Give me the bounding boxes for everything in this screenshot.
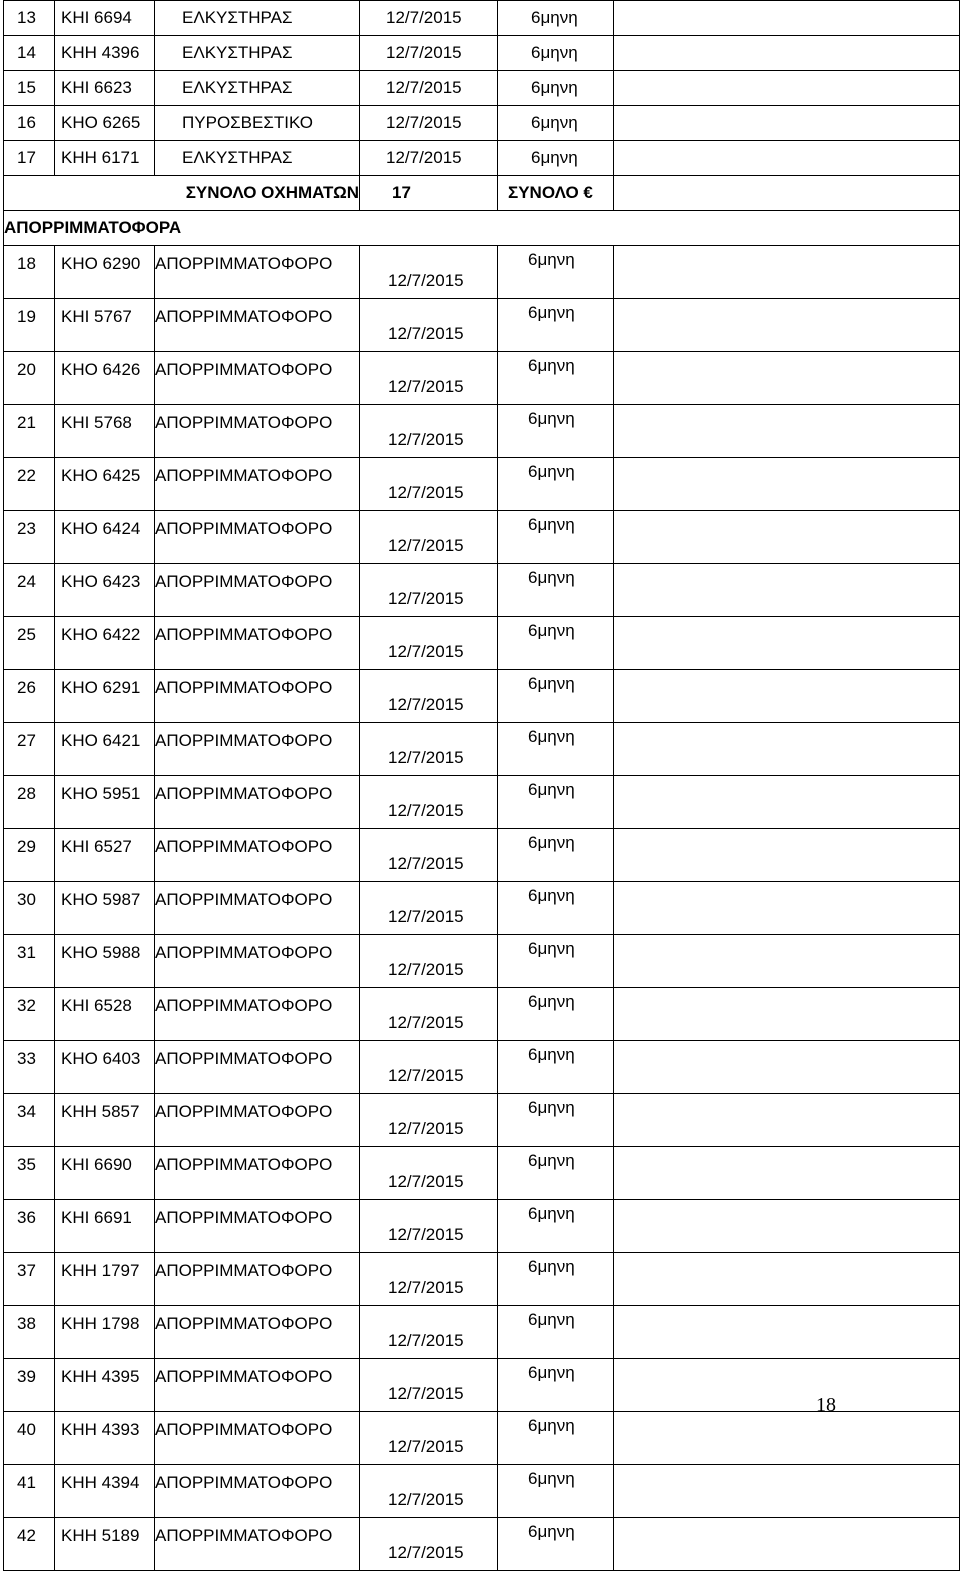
vehicle-type: ΕΛΚΥΣΤΗΡΑΣ — [155, 141, 360, 176]
empty-cell — [614, 829, 960, 882]
date-cell: 12/7/2015 — [360, 776, 498, 829]
empty-cell — [614, 1306, 960, 1359]
duration-cell: 6μηνη — [498, 1147, 614, 1200]
vehicle-type: ΑΠΟΡΡΙΜΜΑΤΟΦΟΡΟ — [155, 617, 360, 670]
duration-cell: 6μηνη — [498, 36, 614, 71]
vehicle-type: ΑΠΟΡΡΙΜΜΑΤΟΦΟΡΟ — [155, 1465, 360, 1518]
duration-cell: 6μηνη — [498, 1, 614, 36]
vehicle-type: ΑΠΟΡΡΙΜΜΑΤΟΦΟΡΟ — [155, 246, 360, 299]
plate-number: ΚΗΗ 4395 — [55, 1359, 155, 1412]
duration-cell: 6μηνη — [498, 1412, 614, 1465]
row-number: 35 — [4, 1147, 55, 1200]
section-header-row — [4, 211, 960, 246]
row-number: 30 — [4, 882, 55, 935]
empty-cell — [614, 564, 960, 617]
row-number: 22 — [4, 458, 55, 511]
plate-number: ΚΗΟ 6265 — [55, 106, 155, 141]
date-cell: 12/7/2015 — [360, 106, 498, 141]
date-cell: 12/7/2015 — [360, 1, 498, 36]
duration-cell: 6μηνη — [498, 935, 614, 988]
row-number: 25 — [4, 617, 55, 670]
empty-cell — [614, 617, 960, 670]
table-row — [4, 106, 960, 141]
date-cell: 12/7/2015 — [360, 1041, 498, 1094]
date-cell: 12/7/2015 — [360, 670, 498, 723]
vehicle-type: ΑΠΟΡΡΙΜΜΑΤΟΦΟΡΟ — [155, 405, 360, 458]
table-row — [4, 1094, 960, 1147]
vehicle-type: ΑΠΟΡΡΙΜΜΑΤΟΦΟΡΟ — [155, 935, 360, 988]
empty-cell — [614, 1, 960, 36]
vehicle-type: ΑΠΟΡΡΙΜΜΑΤΟΦΟΡΟ — [155, 776, 360, 829]
empty-cell — [614, 1359, 960, 1412]
empty-cell — [614, 141, 960, 176]
duration-cell: 6μηνη — [498, 1094, 614, 1147]
row-number: 16 — [4, 106, 55, 141]
duration-cell: 6μηνη — [498, 71, 614, 106]
duration-cell: 6μηνη — [498, 511, 614, 564]
table-row — [4, 1041, 960, 1094]
vehicle-type: ΑΠΟΡΡΙΜΜΑΤΟΦΟΡΟ — [155, 1412, 360, 1465]
vehicle-type: ΕΛΚΥΣΤΗΡΑΣ — [155, 36, 360, 71]
table-row — [4, 670, 960, 723]
table-row — [4, 1465, 960, 1518]
empty-cell — [614, 1465, 960, 1518]
row-number: 41 — [4, 1465, 55, 1518]
duration-cell: 6μηνη — [498, 246, 614, 299]
row-number: 18 — [4, 246, 55, 299]
plate-number: ΚΗΟ 6426 — [55, 352, 155, 405]
empty-cell — [614, 36, 960, 71]
total-vehicles-label: ΣΥΝΟΛΟ ΟΧΗΜΑΤΩΝ — [4, 176, 360, 211]
vehicle-type: ΑΠΟΡΡΙΜΜΑΤΟΦΟΡΟ — [155, 882, 360, 935]
table-row — [4, 246, 960, 299]
date-cell: 12/7/2015 — [360, 1200, 498, 1253]
plate-number: ΚΗΙ 6691 — [55, 1200, 155, 1253]
duration-cell: 6μηνη — [498, 723, 614, 776]
date-cell: 12/7/2015 — [360, 1359, 498, 1412]
plate-number: ΚΗΟ 5951 — [55, 776, 155, 829]
table-row — [4, 71, 960, 106]
plate-number: ΚΗΗ 4396 — [55, 36, 155, 71]
plate-number: ΚΗΗ 1798 — [55, 1306, 155, 1359]
empty-cell — [614, 988, 960, 1041]
total-row — [4, 176, 960, 211]
plate-number: ΚΗΙ 5767 — [55, 299, 155, 352]
duration-cell: 6μηνη — [498, 352, 614, 405]
vehicle-type: ΑΠΟΡΡΙΜΜΑΤΟΦΟΡΟ — [155, 458, 360, 511]
duration-cell: 6μηνη — [498, 1359, 614, 1412]
date-cell: 12/7/2015 — [360, 1518, 498, 1571]
empty-cell — [614, 776, 960, 829]
empty-cell — [614, 1041, 960, 1094]
date-cell: 12/7/2015 — [360, 1465, 498, 1518]
table-row — [4, 935, 960, 988]
table-row — [4, 617, 960, 670]
table-row — [4, 352, 960, 405]
empty-cell — [614, 511, 960, 564]
table-row — [4, 1412, 960, 1465]
date-cell: 12/7/2015 — [360, 723, 498, 776]
table-row — [4, 988, 960, 1041]
empty-cell — [614, 1147, 960, 1200]
date-cell: 12/7/2015 — [360, 1094, 498, 1147]
date-cell: 12/7/2015 — [360, 1147, 498, 1200]
empty-cell — [614, 1094, 960, 1147]
date-cell: 12/7/2015 — [360, 71, 498, 106]
plate-number: ΚΗΙ 6527 — [55, 829, 155, 882]
plate-number: ΚΗΟ 5987 — [55, 882, 155, 935]
row-number: 34 — [4, 1094, 55, 1147]
empty-cell — [614, 935, 960, 988]
row-number: 31 — [4, 935, 55, 988]
vehicle-type: ΠΥΡΟΣΒΕΣΤΙΚΟ — [155, 106, 360, 141]
plate-number: ΚΗΟ 6403 — [55, 1041, 155, 1094]
empty-cell — [614, 723, 960, 776]
row-number: 42 — [4, 1518, 55, 1571]
plate-number: ΚΗΙ 6528 — [55, 988, 155, 1041]
empty-cell — [614, 1518, 960, 1571]
vehicle-type: ΑΠΟΡΡΙΜΜΑΤΟΦΟΡΟ — [155, 564, 360, 617]
vehicle-type: ΑΠΟΡΡΙΜΜΑΤΟΦΟΡΟ — [155, 1094, 360, 1147]
table-row — [4, 1200, 960, 1253]
date-cell: 12/7/2015 — [360, 299, 498, 352]
row-number: 21 — [4, 405, 55, 458]
plate-number: ΚΗΗ 1797 — [55, 1253, 155, 1306]
date-cell: 12/7/2015 — [360, 36, 498, 71]
total-vehicles-count: 17 — [360, 176, 498, 211]
vehicle-type: ΑΠΟΡΡΙΜΜΑΤΟΦΟΡΟ — [155, 1041, 360, 1094]
duration-cell: 6μηνη — [498, 776, 614, 829]
date-cell: 12/7/2015 — [360, 511, 498, 564]
empty-cell — [614, 458, 960, 511]
table-row — [4, 776, 960, 829]
duration-cell: 6μηνη — [498, 106, 614, 141]
plate-number: ΚΗΙ 6690 — [55, 1147, 155, 1200]
plate-number: ΚΗΙ 6694 — [55, 1, 155, 36]
plate-number: ΚΗΟ 6422 — [55, 617, 155, 670]
row-number: 37 — [4, 1253, 55, 1306]
plate-number: ΚΗΟ 5988 — [55, 935, 155, 988]
row-number: 26 — [4, 670, 55, 723]
duration-cell: 6μηνη — [498, 1306, 614, 1359]
empty-cell — [614, 176, 960, 211]
table-row — [4, 1306, 960, 1359]
table-row — [4, 882, 960, 935]
plate-number: ΚΗΗ 4393 — [55, 1412, 155, 1465]
vehicle-type: ΑΠΟΡΡΙΜΜΑΤΟΦΟΡΟ — [155, 352, 360, 405]
empty-cell — [614, 246, 960, 299]
vehicle-type: ΑΠΟΡΡΙΜΜΑΤΟΦΟΡΟ — [155, 988, 360, 1041]
plate-number: ΚΗΗ 6171 — [55, 141, 155, 176]
vehicle-type: ΑΠΟΡΡΙΜΜΑΤΟΦΟΡΟ — [155, 1359, 360, 1412]
duration-cell: 6μηνη — [498, 1041, 614, 1094]
vehicle-type: ΕΛΚΥΣΤΗΡΑΣ — [155, 71, 360, 106]
vehicle-type: ΑΠΟΡΡΙΜΜΑΤΟΦΟΡΟ — [155, 1253, 360, 1306]
vehicle-type: ΑΠΟΡΡΙΜΜΑΤΟΦΟΡΟ — [155, 299, 360, 352]
empty-cell — [614, 1412, 960, 1465]
date-cell: 12/7/2015 — [360, 246, 498, 299]
duration-cell: 6μηνη — [498, 299, 614, 352]
row-number: 29 — [4, 829, 55, 882]
empty-cell — [614, 670, 960, 723]
date-cell: 12/7/2015 — [360, 352, 498, 405]
empty-cell — [614, 299, 960, 352]
duration-cell: 6μηνη — [498, 405, 614, 458]
empty-cell — [614, 882, 960, 935]
row-number: 17 — [4, 141, 55, 176]
date-cell: 12/7/2015 — [360, 1306, 498, 1359]
table-row — [4, 1253, 960, 1306]
vehicle-table-bottom-body — [4, 246, 960, 1571]
vehicle-type: ΑΠΟΡΡΙΜΜΑΤΟΦΟΡΟ — [155, 1518, 360, 1571]
date-cell: 12/7/2015 — [360, 1253, 498, 1306]
row-number: 20 — [4, 352, 55, 405]
table-row — [4, 564, 960, 617]
table-row — [4, 1518, 960, 1571]
row-number: 40 — [4, 1412, 55, 1465]
plate-number: ΚΗΙ 5768 — [55, 405, 155, 458]
date-cell: 12/7/2015 — [360, 1412, 498, 1465]
plate-number: ΚΗΟ 6424 — [55, 511, 155, 564]
table-row — [4, 829, 960, 882]
table-row — [4, 1, 960, 36]
row-number: 36 — [4, 1200, 55, 1253]
row-number: 27 — [4, 723, 55, 776]
plate-number: ΚΗΗ 5189 — [55, 1518, 155, 1571]
date-cell: 12/7/2015 — [360, 988, 498, 1041]
table-row — [4, 405, 960, 458]
table-row — [4, 141, 960, 176]
table-row — [4, 299, 960, 352]
row-number: 23 — [4, 511, 55, 564]
duration-cell: 6μηνη — [498, 141, 614, 176]
vehicle-type: ΑΠΟΡΡΙΜΜΑΤΟΦΟΡΟ — [155, 723, 360, 776]
plate-number: ΚΗΟ 6423 — [55, 564, 155, 617]
duration-cell: 6μηνη — [498, 829, 614, 882]
vehicle-type: ΑΠΟΡΡΙΜΜΑΤΟΦΟΡΟ — [155, 1306, 360, 1359]
date-cell: 12/7/2015 — [360, 829, 498, 882]
page-number: 18 — [816, 1394, 836, 1416]
row-number: 38 — [4, 1306, 55, 1359]
date-cell: 12/7/2015 — [360, 564, 498, 617]
vehicle-type: ΑΠΟΡΡΙΜΜΑΤΟΦΟΡΟ — [155, 1200, 360, 1253]
row-number: 19 — [4, 299, 55, 352]
empty-cell — [614, 106, 960, 141]
plate-number: ΚΗΟ 6291 — [55, 670, 155, 723]
row-number: 24 — [4, 564, 55, 617]
duration-cell: 6μηνη — [498, 1253, 614, 1306]
plate-number: ΚΗΗ 4394 — [55, 1465, 155, 1518]
vehicle-table-top-body — [4, 1, 960, 176]
duration-cell: 6μηνη — [498, 988, 614, 1041]
duration-cell: 6μηνη — [498, 564, 614, 617]
empty-cell — [614, 1200, 960, 1253]
vehicle-type: ΑΠΟΡΡΙΜΜΑΤΟΦΟΡΟ — [155, 670, 360, 723]
duration-cell: 6μηνη — [498, 458, 614, 511]
table-row — [4, 1147, 960, 1200]
date-cell: 12/7/2015 — [360, 405, 498, 458]
row-number: 13 — [4, 1, 55, 36]
row-number: 39 — [4, 1359, 55, 1412]
total-sum-label: ΣΥΝΟΛΟ € — [498, 176, 614, 211]
vehicle-type: ΑΠΟΡΡΙΜΜΑΤΟΦΟΡΟ — [155, 511, 360, 564]
row-number: 14 — [4, 36, 55, 71]
duration-cell: 6μηνη — [498, 882, 614, 935]
date-cell: 12/7/2015 — [360, 617, 498, 670]
duration-cell: 6μηνη — [498, 617, 614, 670]
duration-cell: 6μηνη — [498, 1465, 614, 1518]
date-cell: 12/7/2015 — [360, 141, 498, 176]
empty-cell — [614, 71, 960, 106]
date-cell: 12/7/2015 — [360, 935, 498, 988]
vehicle-type: ΑΠΟΡΡΙΜΜΑΤΟΦΟΡΟ — [155, 829, 360, 882]
row-number: 32 — [4, 988, 55, 1041]
empty-cell — [614, 405, 960, 458]
table-row — [4, 511, 960, 564]
vehicle-table — [3, 0, 960, 1571]
row-number: 33 — [4, 1041, 55, 1094]
empty-cell — [614, 1253, 960, 1306]
row-number: 15 — [4, 71, 55, 106]
duration-cell: 6μηνη — [498, 1518, 614, 1571]
table-row — [4, 458, 960, 511]
table-row — [4, 723, 960, 776]
table-row — [4, 36, 960, 71]
empty-cell — [614, 352, 960, 405]
plate-number: ΚΗΗ 5857 — [55, 1094, 155, 1147]
plate-number: ΚΗΟ 6290 — [55, 246, 155, 299]
vehicle-table-total-body — [4, 176, 960, 246]
duration-cell: 6μηνη — [498, 1200, 614, 1253]
row-number: 28 — [4, 776, 55, 829]
plate-number: ΚΗΟ 6425 — [55, 458, 155, 511]
plate-number: ΚΗΟ 6421 — [55, 723, 155, 776]
plate-number: ΚΗΙ 6623 — [55, 71, 155, 106]
vehicle-type: ΕΛΚΥΣΤΗΡΑΣ — [155, 1, 360, 36]
date-cell: 12/7/2015 — [360, 882, 498, 935]
duration-cell: 6μηνη — [498, 670, 614, 723]
vehicle-type: ΑΠΟΡΡΙΜΜΑΤΟΦΟΡΟ — [155, 1147, 360, 1200]
section-title: ΑΠΟΡΡΙΜΜΑΤΟΦΟΡΑ — [4, 211, 960, 246]
date-cell: 12/7/2015 — [360, 458, 498, 511]
